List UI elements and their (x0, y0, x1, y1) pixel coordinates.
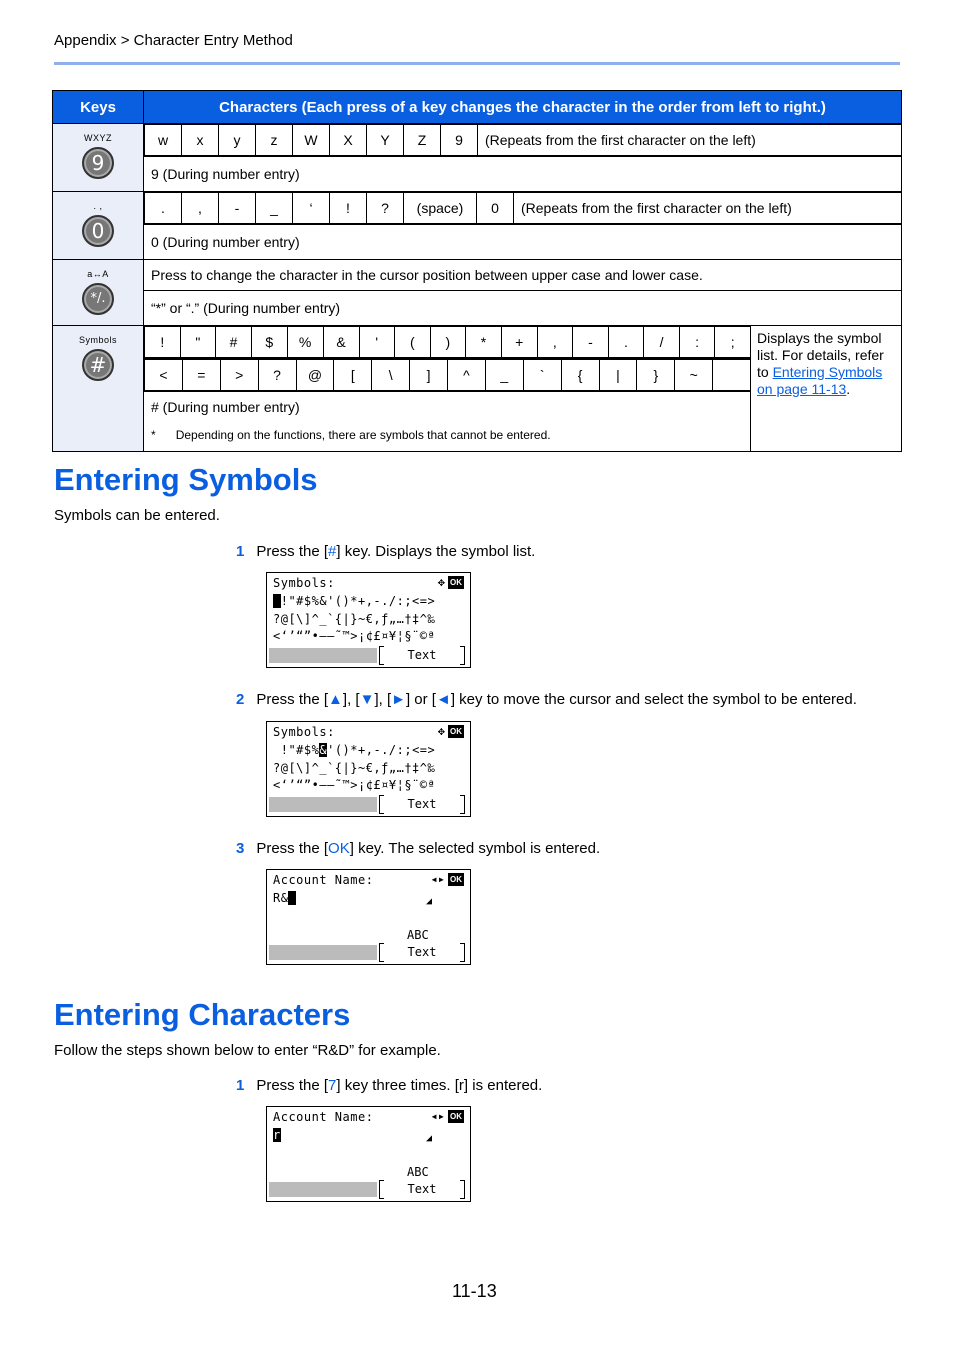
section-title-characters: Entering Characters (54, 997, 351, 1032)
key-hash-label: Symbols (78, 335, 117, 345)
number-entry-star: “*” or “.” (During number entry) (144, 291, 902, 326)
char-cell: , (182, 193, 219, 224)
cursor (273, 594, 281, 608)
symbol-cell: . (608, 327, 644, 358)
symbol-cell: ~ (675, 360, 713, 391)
lcd-screen-1: Symbols: ✥ OK !"#$%&'()*+,-./:;<=> ?@[\]^_`{|}~€,ƒ„…†‡^‰ <‘’“”•–—˜™>¡¢£¤¥¦§¨©ª Text (266, 572, 471, 668)
char-cell: 9 (441, 125, 478, 156)
symbol-list-note: Displays the symbol list. For details, refer to Entering Symbols on page 11-13. (751, 326, 902, 452)
symbol-cell: { (561, 360, 599, 391)
input-mode: ABC (407, 1165, 429, 1179)
symbol-cell: : (679, 327, 715, 358)
repeat-note: (Repeats from the first character on the left) (514, 193, 902, 224)
symbol-cell: ; (715, 327, 750, 358)
nav-arrows-icon: ◂▸ (430, 872, 445, 886)
ok-icon: OK (450, 578, 462, 587)
symbols-intro: Symbols can be entered. (54, 507, 220, 524)
char-cell: y (219, 125, 256, 156)
symbol-cell (713, 360, 750, 391)
symbol-cell: < (145, 360, 183, 391)
lcd-screen-4: Account Name: ◂▸ OK r ◢ ABC Text (266, 1106, 471, 1202)
symbol-cell: / (644, 327, 680, 358)
char-cell: 0 (477, 193, 514, 224)
symbol-cell: ' (359, 327, 394, 358)
lcd-screen-2: Symbols: ✥ OK !"#$%&'()*+,-./:;<=> ?@[\]^_`{|}~€,ƒ„…†‡^‰ <‘’“”•–—˜™>¡¢£¤¥¦§¨©ª Text (266, 721, 471, 817)
symbol-note-text: Displays the symbol list. For details, refer to (757, 330, 884, 380)
ok-icon: OK (450, 875, 462, 884)
header-characters: Characters (Each press of a key changes the character in the order from left to right.) (144, 91, 902, 124)
scroll-bar (269, 945, 377, 960)
symbol-cell: > (220, 360, 258, 391)
breadcrumb: Appendix > Character Entry Method (54, 32, 293, 49)
step-2-symbols: 2 Press the [▲], [▼], [►] or [◄] key to move the cursor and select the symbol to be entered. (236, 691, 857, 708)
symbol-cell: _ (485, 360, 523, 391)
char-cell: x (182, 125, 219, 156)
scroll-bar (269, 648, 377, 663)
char-cell: . (145, 193, 182, 224)
cursor: r (273, 1128, 281, 1142)
symbol-cell: ? (258, 360, 296, 391)
symbol-cell: # (216, 327, 252, 358)
page-number: 11-13 (452, 1281, 497, 1301)
cursor (288, 891, 296, 905)
entering-symbols-link[interactable]: Entering Symbols on page 11-13 (757, 364, 883, 397)
char-cell: - (219, 193, 256, 224)
softkey-text[interactable]: Text (379, 1180, 465, 1199)
symbol-cell: & (323, 327, 359, 358)
symbol-cell: " (180, 327, 216, 358)
footnote: * Depending on the functions, there are symbols that cannot be entered. (144, 422, 751, 452)
key-9-label: WXYZ (84, 133, 112, 143)
char-cell: ‘ (293, 193, 330, 224)
number-entry-hash: # (During number entry) (144, 392, 751, 423)
signal-icon: ◢ (425, 896, 432, 907)
input-mode: ABC (407, 928, 429, 942)
char-cell: Y (367, 125, 404, 156)
nav-arrows-icon: ◂▸ (430, 1109, 445, 1123)
key-0-cell (53, 192, 144, 260)
character-table (52, 90, 902, 452)
number-entry-0: 0 (During number entry) (144, 225, 902, 260)
char-cell: ? (367, 193, 404, 224)
softkey-text[interactable]: Text (379, 795, 465, 814)
char-cell: (space) (404, 193, 477, 224)
key-hash-icon: # (82, 349, 114, 381)
symbol-cell: ^ (448, 360, 486, 391)
symbol-cell: ) (430, 327, 466, 358)
key-hash-cell (53, 326, 144, 452)
symbol-cell: \ (372, 360, 410, 391)
ok-icon: OK (450, 727, 462, 736)
nav-arrows-icon: ✥ (437, 724, 445, 738)
symbol-cell: % (287, 327, 323, 358)
char-cell: X (330, 125, 367, 156)
header-rule (54, 62, 900, 65)
symbol-cell: } (637, 360, 675, 391)
lcd-screen-3: Account Name: ◂▸ OK R& ◢ ABC Text (266, 869, 471, 965)
ok-icon: OK (450, 1112, 462, 1121)
characters-intro: Follow the steps shown below to enter “R&D” for example. (54, 1042, 441, 1059)
symbol-cell: [ (334, 360, 372, 391)
symbol-cell: @ (296, 360, 334, 391)
char-cell: _ (256, 193, 293, 224)
symbol-cell: ( (394, 327, 430, 358)
repeat-note: (Repeats from the first character on the left) (478, 125, 902, 156)
softkey-text[interactable]: Text (379, 646, 465, 665)
symbol-cell: + (501, 327, 537, 358)
symbol-cell: * (466, 327, 502, 358)
key-0-icon: 0 (82, 215, 114, 247)
signal-icon: ◢ (425, 1133, 432, 1144)
char-cell: w (145, 125, 182, 156)
char-cell: Z (404, 125, 441, 156)
scroll-bar (269, 1182, 377, 1197)
symbol-cell: = (182, 360, 220, 391)
symbol-cell: | (599, 360, 637, 391)
header-keys: Keys (53, 91, 144, 124)
scroll-bar (269, 797, 377, 812)
char-cell: W (293, 125, 330, 156)
key-star-icon: */. (82, 283, 114, 315)
key-star-cell (53, 260, 144, 326)
symbol-cell: - (573, 327, 609, 358)
key-9-icon: 9 (82, 147, 114, 179)
nav-arrows-icon: ✥ (437, 575, 445, 589)
cursor: & (319, 743, 328, 757)
symbol-cell: ! (145, 327, 181, 358)
symbol-cell: ` (523, 360, 561, 391)
char-cell: ! (330, 193, 367, 224)
key-0-label: . , (93, 201, 103, 211)
key-9-cell (53, 124, 144, 192)
number-entry-9: 9 (During number entry) (144, 157, 902, 192)
key-star-label: a↔A (87, 269, 109, 279)
section-title-symbols: Entering Symbols (54, 462, 318, 497)
symbol-cell: ] (410, 360, 448, 391)
symbol-cell: $ (251, 327, 287, 358)
step-1-symbols: 1 Press the [#] key. Displays the symbol list. (236, 543, 536, 560)
step-3-symbols: 3 Press the [OK] key. The selected symbol is entered. (236, 840, 601, 857)
char-cell: z (256, 125, 293, 156)
symbol-cell: , (537, 327, 573, 358)
step-1-characters: 1 Press the [7] key three times. [r] is entered. (236, 1077, 543, 1094)
case-toggle-text: Press to change the character in the cursor position between upper case and lower case. (144, 260, 902, 291)
softkey-text[interactable]: Text (379, 943, 465, 962)
